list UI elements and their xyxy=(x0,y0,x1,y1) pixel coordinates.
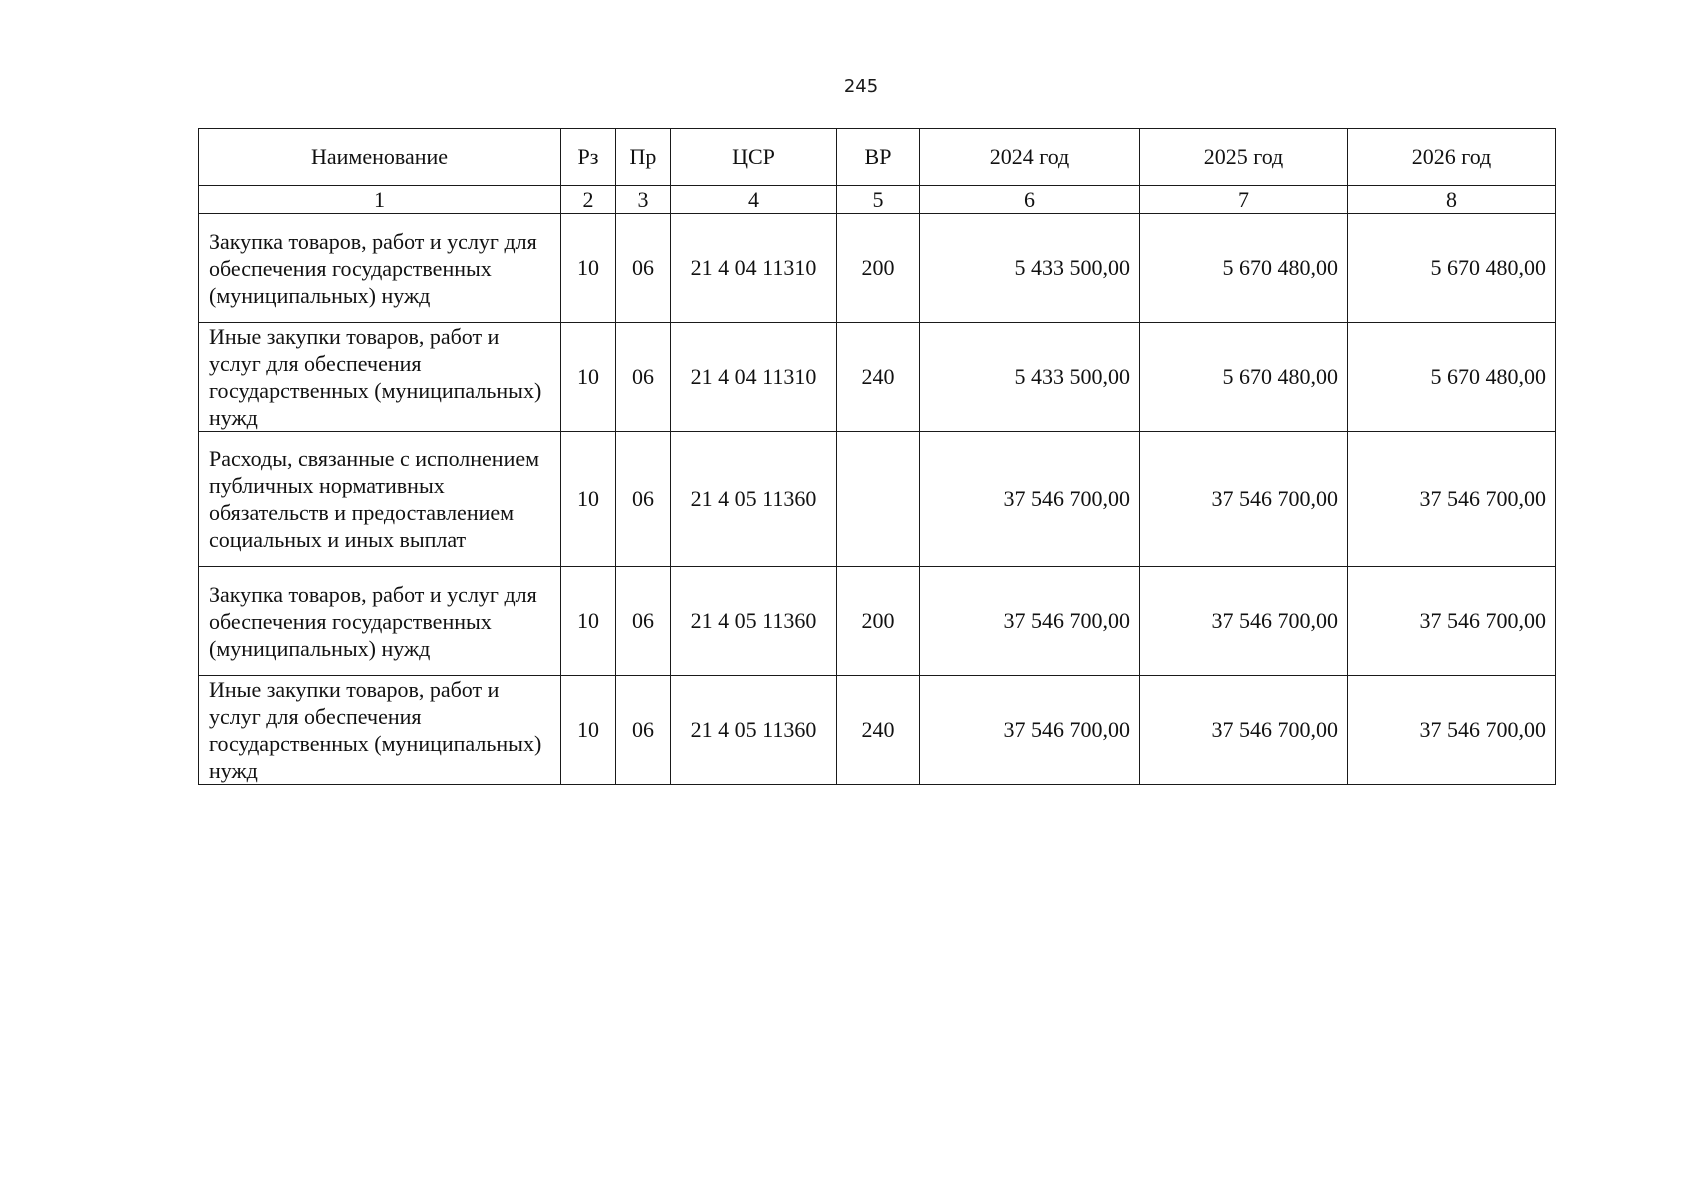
cell-2025: 37 546 700,00 xyxy=(1140,676,1348,785)
cell-csr: 21 4 04 11310 xyxy=(671,323,837,432)
cell-csr: 21 4 05 11360 xyxy=(671,676,837,785)
column-number: 6 xyxy=(920,186,1140,214)
cell-pr: 06 xyxy=(616,567,671,676)
cell-2024: 5 433 500,00 xyxy=(920,323,1140,432)
cell-rz: 10 xyxy=(561,214,616,323)
cell-2026: 5 670 480,00 xyxy=(1348,214,1556,323)
column-number: 5 xyxy=(837,186,920,214)
cell-2024: 37 546 700,00 xyxy=(920,676,1140,785)
budget-table xyxy=(198,128,1556,785)
cell-pr: 06 xyxy=(616,214,671,323)
page-number: 245 xyxy=(843,76,879,97)
header-row xyxy=(199,129,1556,186)
cell-pr: 06 xyxy=(616,323,671,432)
cell-pr: 06 xyxy=(616,432,671,567)
cell-2025: 5 670 480,00 xyxy=(1140,214,1348,323)
cell-name: Расходы, связанные с исполнением публичных нормативных обязательств и предоставлением социальных и иных выплат xyxy=(199,432,561,567)
cell-pr: 06 xyxy=(616,676,671,785)
cell-2024: 5 433 500,00 xyxy=(920,214,1140,323)
column-number: 7 xyxy=(1140,186,1348,214)
column-number: 8 xyxy=(1348,186,1556,214)
cell-name: Закупка товаров, работ и услуг для обеспечения государственных (муниципальных) нужд xyxy=(199,214,561,323)
cell-2025: 37 546 700,00 xyxy=(1140,432,1348,567)
cell-2024: 37 546 700,00 xyxy=(920,567,1140,676)
cell-vr: 200 xyxy=(837,214,920,323)
header-2026: 2026 год xyxy=(1348,129,1556,186)
cell-2026: 37 546 700,00 xyxy=(1348,432,1556,567)
column-number: 4 xyxy=(671,186,837,214)
cell-csr: 21 4 05 11360 xyxy=(671,432,837,567)
column-number: 1 xyxy=(199,186,561,214)
table-row xyxy=(199,432,1556,567)
cell-2026: 37 546 700,00 xyxy=(1348,567,1556,676)
cell-rz: 10 xyxy=(561,432,616,567)
cell-2025: 5 670 480,00 xyxy=(1140,323,1348,432)
header-2024: 2024 год xyxy=(920,129,1140,186)
cell-rz: 10 xyxy=(561,323,616,432)
table-row xyxy=(199,676,1556,785)
header-pr: Пр xyxy=(616,129,671,186)
header-2025: 2025 год xyxy=(1140,129,1348,186)
cell-rz: 10 xyxy=(561,567,616,676)
cell-2026: 5 670 480,00 xyxy=(1348,323,1556,432)
cell-2026: 37 546 700,00 xyxy=(1348,676,1556,785)
column-number: 2 xyxy=(561,186,616,214)
table-row xyxy=(199,567,1556,676)
table-row xyxy=(199,214,1556,323)
header-csr: ЦСР xyxy=(671,129,837,186)
cell-name: Закупка товаров, работ и услуг для обеспечения государственных (муниципальных) нужд xyxy=(199,567,561,676)
table-row xyxy=(199,323,1556,432)
cell-vr xyxy=(837,432,920,567)
cell-vr: 200 xyxy=(837,567,920,676)
header-rz: Рз xyxy=(561,129,616,186)
header-name: Наименование xyxy=(199,129,561,186)
cell-csr: 21 4 05 11360 xyxy=(671,567,837,676)
cell-name: Иные закупки товаров, работ и услуг для обеспечения государственных (муниципальных) нужд xyxy=(199,323,561,432)
cell-vr: 240 xyxy=(837,676,920,785)
cell-vr: 240 xyxy=(837,323,920,432)
column-number-row xyxy=(199,186,1556,214)
cell-rz: 10 xyxy=(561,676,616,785)
column-number: 3 xyxy=(616,186,671,214)
cell-2024: 37 546 700,00 xyxy=(920,432,1140,567)
cell-2025: 37 546 700,00 xyxy=(1140,567,1348,676)
cell-csr: 21 4 04 11310 xyxy=(671,214,837,323)
cell-name: Иные закупки товаров, работ и услуг для обеспечения государственных (муниципальных) нужд xyxy=(199,676,561,785)
header-vr: ВР xyxy=(837,129,920,186)
